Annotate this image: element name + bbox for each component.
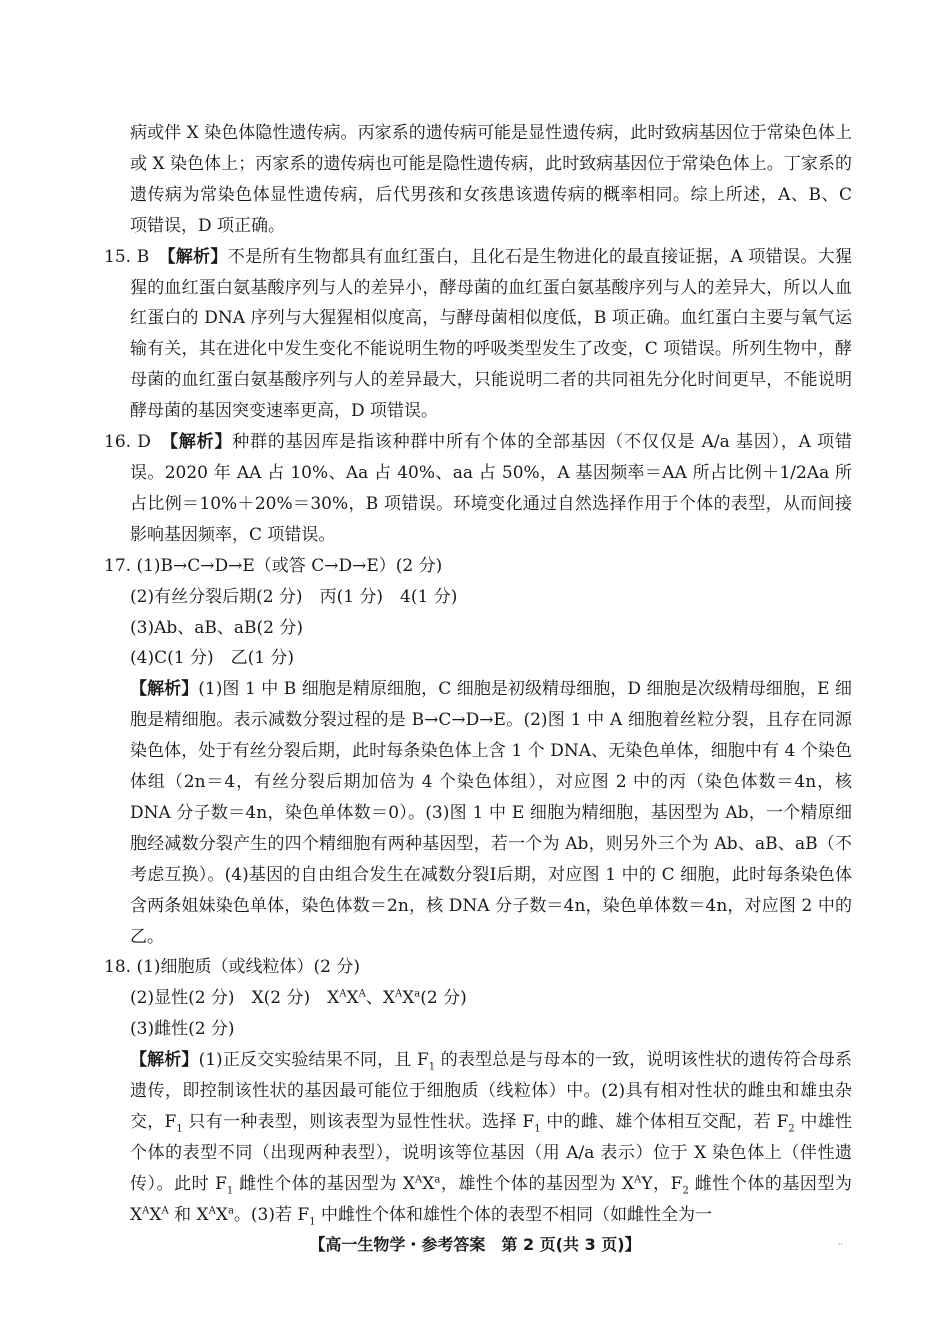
paragraph-q15 xyxy=(104,242,852,427)
text-segment: 15. B xyxy=(104,246,167,267)
answer-content xyxy=(104,118,852,1231)
text-segment: 2 xyxy=(682,1185,689,1197)
text-segment: ，雄性个体的基因型为 X xyxy=(440,1173,635,1194)
text-segment: A xyxy=(358,988,366,1000)
text-segment: (3)Ab、aB、aB(2 分) xyxy=(130,617,303,638)
text-segment: 的表型总是与母本的一致，说明该性状的遗传符合母系遗传，即控制该性状的基因最可能位于细胞质（线粒体）中。(2)具有相对性状的雌虫和雄虫杂交，F xyxy=(130,1050,853,1132)
text-segment: 。(3)若 F xyxy=(233,1204,310,1225)
text-segment: (3)雌性(2 分) xyxy=(130,1019,235,1040)
text-segment: A xyxy=(394,988,403,1000)
analysis-label: 【解析】 xyxy=(166,246,228,267)
text-segment: 中雄性个体的表型不同（出现两种表型），说明该等位基因（用 A/a 表示）位于 X 染色体上（伴性遗传）。此时 F xyxy=(130,1112,852,1194)
text-segment: (2)有丝分裂后期(2 分) 丙(1 分) 4(1 分) xyxy=(130,586,458,607)
text-segment: 1 xyxy=(534,1123,541,1135)
text-segment: 病或伴 X 染色体隐性遗传病。丙家系的遗传病可能是显性遗传病，此时致病基因位于常染色体上或 X 染色体上；丙家系的遗传病也可能是隐性遗传病，此时致病基因位于常染色体上。丁家系的遗传病为常染色体显性遗传病，后代男孩和女孩患该遗传病的概率相同。综上所述，A、B、C 项错误，D 项正确。 xyxy=(130,123,852,236)
text-segment: a xyxy=(434,1174,441,1186)
text-segment: X xyxy=(422,1173,435,1194)
text-segment: A xyxy=(142,1205,150,1217)
analysis-label: 【解析】 xyxy=(169,432,233,453)
text-segment: 1 xyxy=(309,1216,316,1228)
paragraph-q17-1 xyxy=(104,551,852,582)
text-segment: 种群的基因库是指该种群中所有个体的全部基因（不仅仅是 A/a 基因），A 项错误。2020 年 AA 占 10%、Aa 占 40%、aa 占 50%，A 基因频率＝AA 所占比例＋1/2Aa 所占比例＝10%＋20%＝30%，B 项错误。环境变化通过自然选择作用于个体的表型，从而间接影响基因频率，C 项错误。 xyxy=(130,432,852,545)
paragraph-q16 xyxy=(104,427,852,551)
text-segment: 中的雌、雄个体相互交配，若 F xyxy=(540,1112,789,1132)
text-segment: 1 xyxy=(176,1123,183,1135)
page-footer: 【高一生物学・参考答案 第 2 页(共 3 页)】 xyxy=(309,1235,641,1254)
text-segment: a xyxy=(414,988,421,1000)
text-segment: (1)图 1 中 B 细胞是精原细胞，C 细胞是初级精母细胞，D 细胞是次级精母细胞，E 细胞是精细胞。表示减数分裂过程的是 B→C→D→E。(2)图 1 中 A 细胞着丝粒分裂，且存在同源染色体，处于有丝分裂后期，此时每条染色体上含 1 个 DNA、无染色单体，细胞中有 4 个染色体组（2n＝4，有丝分裂后期加倍为 4 个染色体组），对应图 2 中的丙（染色体数＝4n，核 DNA 分子数＝4n，染色单体数＝0）。(3)图 1 中 E 细胞为精细胞，基因型为 Ab，一个精原细胞经减数分裂产生的四个精细胞有两种基因型，若一个为 Ab，则另外三个为 Ab、aB、aB（不考虑互换）。(4)基因的自由组合发生在减数分裂Ⅰ后期，对应图 1 中的 C 细胞，此时每条染色体含两条姐妹染色单体，染色体数＝2n，核 DNA 分子数＝4n，染色单体数＝4n，对应图 2 中的乙。 xyxy=(130,679,853,947)
text-segment: 只有一种表型，则该表型为显性性状。选择 F xyxy=(182,1112,535,1132)
paragraph-q17-4 xyxy=(104,643,852,674)
text-segment: a xyxy=(227,1205,234,1217)
paragraph-q17-3 xyxy=(104,613,852,644)
text-segment: 18. (1)细胞质（或线粒体）(2 分) xyxy=(104,957,361,978)
text-segment: A xyxy=(208,1205,216,1217)
text-segment: A xyxy=(634,1174,642,1186)
paragraph-q18-3 xyxy=(104,1014,852,1045)
text-segment: 16. D xyxy=(104,432,170,453)
text-segment: X xyxy=(346,988,359,1009)
text-segment: 17. (1)B→C→D→E（或答 C→D→E）(2 分) xyxy=(104,555,443,576)
text-segment: (2)显性(2 分) X(2 分) X xyxy=(130,988,340,1009)
text-segment: A xyxy=(339,988,347,1000)
text-segment: A xyxy=(161,1205,169,1217)
paragraph-q17-2 xyxy=(104,582,852,613)
text-segment: (1)正反交实验结果不同，且 F xyxy=(198,1050,429,1071)
text-segment: (2 分) xyxy=(420,988,467,1009)
text-segment: X xyxy=(215,1204,228,1225)
text-segment: Y，F xyxy=(641,1173,683,1194)
text-segment: 、X xyxy=(365,988,395,1009)
text-segment: 不是所有生物都具有血红蛋白，且化石是生物进化的最直接证据，A 项错误。大猩猩的血红蛋白氨基酸序列与人的差异小，酵母菌的血红蛋白氨基酸序列与人的差异大，所以人血红蛋白的 DNA 序列与大猩猩相似度高，与酵母菌相似度低，B 项正确。血红蛋白主要与氧气运输有关，其在进化中发生变化不能说明生物的呼吸类型发生了改变，C 项错误。所列生物中，酵母菌的血红蛋白氨基酸序列与人的差异最大，只能说明二者的共同祖先分化时间更早，不能说明酵母菌的基因突变速率更高，D 项错误。 xyxy=(130,246,853,422)
text-segment: 中雌性个体和雄性个体的表型不相同（如雌性全为一 xyxy=(315,1204,712,1225)
text-segment: 1 xyxy=(428,1061,436,1073)
analysis-label: 【解析】 xyxy=(130,679,199,700)
analysis-label: 【解析】 xyxy=(130,1050,199,1071)
paragraph-q18-jx xyxy=(104,1045,852,1230)
text-segment: 雌性个体的基因型为 X xyxy=(233,1173,415,1194)
text-segment: 2 xyxy=(788,1123,795,1135)
paragraph-p14-cont xyxy=(104,118,852,242)
text-segment: 雌性个体的基因型为 X xyxy=(130,1173,852,1225)
paragraph-q18-1 xyxy=(104,952,852,983)
text-segment: 1 xyxy=(226,1185,234,1197)
text-segment: X xyxy=(402,988,415,1009)
text-segment: (4)C(1 分) 乙(1 分) xyxy=(130,648,295,669)
paragraph-q17-jx xyxy=(104,674,852,952)
paragraph-q18-2 xyxy=(104,983,852,1014)
corner-mark: ·· xyxy=(838,1240,844,1249)
text-segment: 和 X xyxy=(168,1204,209,1225)
text-segment: A xyxy=(414,1174,423,1186)
text-segment: X xyxy=(149,1204,162,1225)
